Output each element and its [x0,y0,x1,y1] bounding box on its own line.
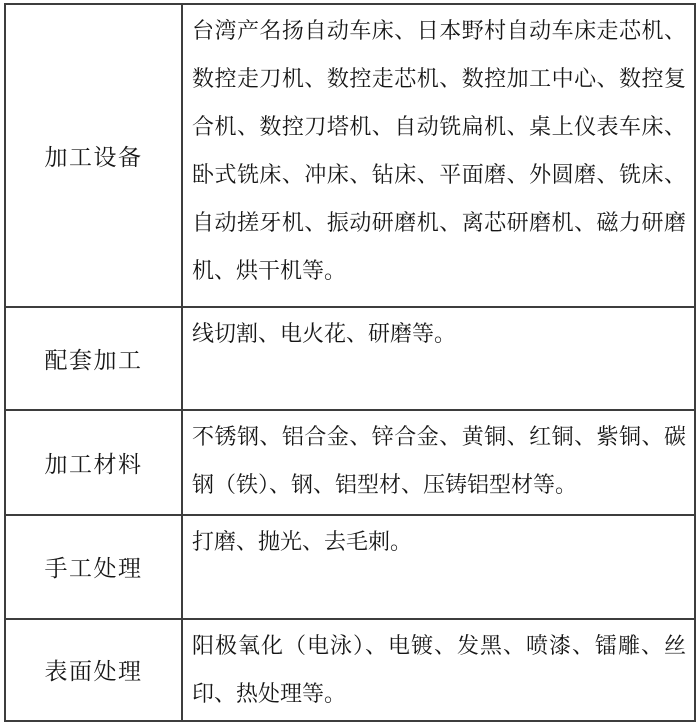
row-content-surface-treatment [182,619,695,721]
row-label-processing-materials: 加工材料 [5,410,182,515]
row-content-processing-equipment [182,4,695,307]
table-row [5,4,695,307]
table-row [5,307,695,409]
row-content-manual-processing [182,515,695,619]
content-line: 印、热处理等。 [192,680,347,706]
row-label-supporting-processing: 配套加工 [5,307,182,409]
content-line: 卧式铣床、冲床、钻床、平面磨、外圆磨、铣床、 [192,162,686,187]
content-line: 钢（铁）、钢、铝型材、压铸铝型材等。 [192,471,578,497]
row-content-supporting-processing [182,307,695,409]
processing-spec-table [4,3,696,722]
content-line: 线切割、电火花、研磨等。 [192,321,457,347]
table-row [5,410,695,515]
content-line: 合机、数控刀塔机、自动铣扁机、桌上仪表车床、 [192,114,686,139]
table-row [5,619,695,721]
row-label-processing-equipment: 加工设备 [5,4,182,307]
content-line: 机、烘干机等。 [192,258,347,283]
content-line: 台湾产名扬自动车床、日本野村自动车床走芯机、 [192,18,686,43]
content-line: 自动搓牙机、振动研磨机、离芯研磨机、磁力研磨 [192,210,686,235]
row-label-manual-processing: 手工处理 [5,515,182,619]
content-line: 不锈钢、铝合金、锌合金、黄铜、红铜、紫铜、碳 [192,423,686,449]
content-line: 数控走刀机、数控走芯机、数控加工中心、数控复 [192,66,686,91]
content-line: 打磨、抛光、去毛刺。 [192,528,413,554]
table-row [5,515,695,619]
row-content-processing-materials [182,410,695,515]
content-line: 阳极氧化（电泳）、电镀、发黑、喷漆、镭雕、丝 [192,632,686,658]
row-label-surface-treatment: 表面处理 [5,619,182,721]
